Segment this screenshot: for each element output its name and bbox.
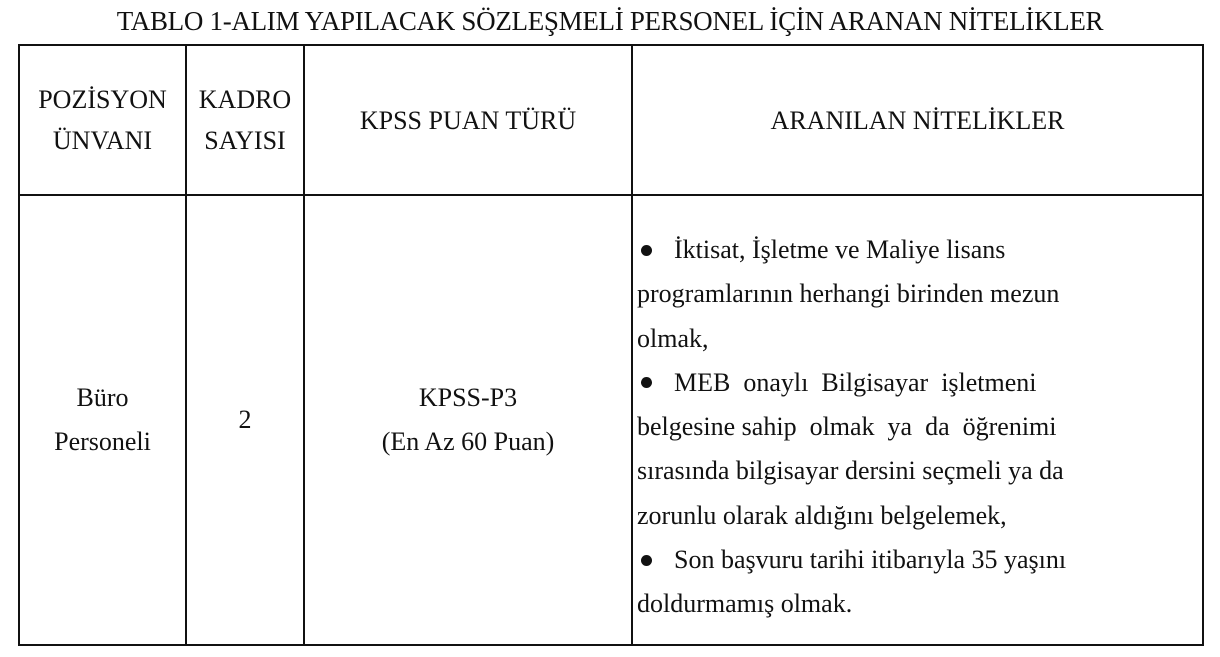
qualification-2-line4: zorunlu olarak aldığını belgelemek, — [637, 500, 1007, 530]
bullet-icon — [641, 555, 652, 566]
header-position-title — [19, 45, 186, 195]
cell-kpss-score-type — [304, 195, 632, 645]
table-title: TABLO 1-ALIM YAPILACAK SÖZLEŞMELİ PERSONEL İÇİN ARANAN NİTELİKLER — [116, 6, 1104, 36]
header-qualifications — [632, 45, 1203, 195]
kpss-type: KPSS-P3 — [418, 383, 518, 412]
list-item — [637, 228, 1192, 361]
header-kpss-score-type — [304, 45, 632, 195]
cell-qualifications — [632, 195, 1203, 645]
qualification-2-line1: MEB onaylı Bilgisayar işletmeni — [674, 367, 1037, 397]
kpss-minimum-score: (En Az 60 Puan) — [381, 427, 555, 456]
header-count-line2: SAYISI — [204, 126, 286, 155]
qualifications-list — [637, 228, 1192, 627]
position-line1: Büro — [76, 383, 129, 412]
list-item — [637, 361, 1192, 538]
header-qualifications-label: ARANILAN NİTELİKLER — [770, 105, 1065, 135]
cell-position-title — [19, 195, 186, 645]
qualification-1-line1: İktisat, İşletme ve Maliye lisans — [674, 235, 1006, 264]
staff-count-value: 2 — [238, 405, 252, 434]
bullet-icon — [641, 377, 652, 388]
cell-staff-count — [186, 195, 304, 645]
qualification-2-line3: sırasında bilgisayar dersini seçmeli ya da — [637, 456, 1064, 486]
table-row — [19, 195, 1203, 645]
header-staff-count — [186, 45, 304, 195]
qualification-1-line3: olmak, — [637, 323, 709, 353]
bullet-icon — [641, 245, 652, 256]
header-count-line1: KADRO — [198, 85, 292, 114]
qualification-2-line2: belgesine sahip olmak ya da öğrenimi — [637, 412, 1057, 442]
qualification-3-line2: doldurmamış olmak. — [637, 589, 853, 619]
header-position-line2: ÜNVANI — [52, 126, 153, 155]
qualification-1-line2: programlarının herhangi birinden mezun — [637, 279, 1060, 309]
personnel-requirements-table — [18, 44, 1204, 646]
list-item — [637, 538, 1192, 627]
header-kpss-label: KPSS PUAN TÜRÜ — [359, 105, 577, 135]
position-line2: Personeli — [54, 427, 151, 456]
header-position-line1: POZİSYON — [38, 85, 167, 114]
qualification-3-line1: Son başvuru tarihi itibarıyla 35 yaşını — [674, 545, 1067, 575]
header-row — [19, 45, 1203, 195]
